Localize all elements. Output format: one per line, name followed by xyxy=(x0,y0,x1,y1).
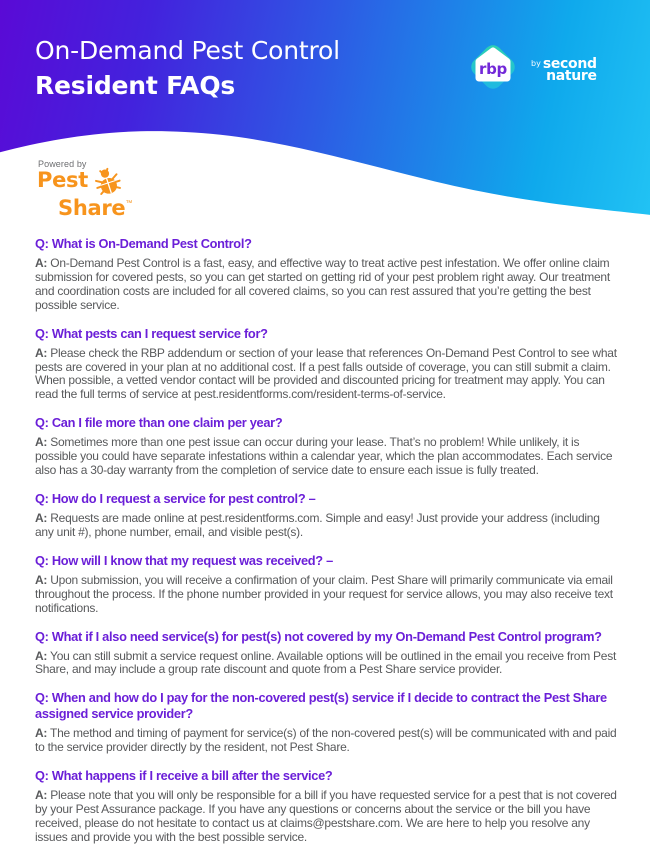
header-titles xyxy=(35,36,340,100)
rbp-wordmark: rbp xyxy=(479,60,507,78)
second-nature-wordmark xyxy=(531,58,597,82)
second-nature-line2: nature xyxy=(546,68,597,84)
faq-question: Q: Can I file more than one claim per year? xyxy=(35,415,283,431)
faq-question: Q: What pests can I request service for? xyxy=(35,325,268,341)
faq-answer: A: You can still submit a service request online. Available options will be outlined in the email you receive from Pest Share, and may include a group rate discount and quote from a Pest Share service provider. xyxy=(35,648,617,677)
faq-answer: A: Sometimes more than one pest issue can occur during your lease. That’s no problem! While unlikely, it is possible you could have separate infestations within a calendar year, which the plan accommodates. Each service also has a 30-day warranty from the completion of service date to ensure each issue is fully treated. xyxy=(35,435,613,478)
rbp-house-icon xyxy=(464,38,522,96)
pest-share-logo xyxy=(37,159,132,218)
share-wordmark: Share xyxy=(58,196,126,220)
faq-answer: A: The method and timing of payment for service(s) of the non-covered pest(s) will be communicated with and paid to the service provider directly by the resident, not Pest Share. xyxy=(35,726,617,755)
powered-by-label: Powered by xyxy=(38,159,87,169)
faq-answer: A: On-Demand Pest Control is a fast, easy, and effective way to treat active pest infestation. We offer online claim submission for covered pests, so you can get started on getting rid of your pest problem right away. Our treatment and coordination costs are included for all covered claims, so you can rest assured that you’re getting the best possible service. xyxy=(35,256,610,312)
faq-item xyxy=(35,326,617,403)
header-banner xyxy=(0,0,650,230)
faq-list xyxy=(0,230,650,845)
trademark-symbol: ™ xyxy=(125,200,133,207)
faq-answer: A: Upon submission, you will receive a confirmation of your claim. Pest Share will primarily communicate via email throughout the process. If the phone number provided in your request for service allows, you may also receive text notifications. xyxy=(35,572,613,615)
faq-question: Q: How do I request a service for pest control? – xyxy=(35,490,316,506)
page-subtitle: Resident FAQs xyxy=(35,71,236,100)
rbp-second-nature-logo xyxy=(464,38,597,96)
faq-answer: A: Requests are made online at pest.residentforms.com. Simple and easy! Just provide your address (including any unit #), phone number, email, and visible pest(s). xyxy=(35,510,600,539)
faq-item xyxy=(35,491,617,540)
faq-question: Q: How will I know that my request was received? – xyxy=(35,552,333,568)
faq-item xyxy=(35,415,617,478)
faq-item xyxy=(35,629,617,678)
faq-question: Q: What is On-Demand Pest Control? xyxy=(35,236,252,251)
beetle-icon xyxy=(93,165,123,199)
faq-item xyxy=(35,768,617,845)
faq-item xyxy=(35,553,617,616)
by-label: by xyxy=(531,59,541,68)
faq-answer: A: Please check the RBP addendum or section of your lease that references On-Demand Pest Control to see what pests are covered in your plan at no additional cost. If a pest falls outside of coverage, you can still submit a claim. When possible, a vetted vendor contact will be provided and discounted pricing for treatment may apply. You can read the full terms of service at pest.residentforms.com/resident-terms-of-service. xyxy=(35,345,617,402)
faq-item xyxy=(35,236,617,313)
faq-question: Q: What if I also need service(s) for pest(s) not covered by my On-Demand Pest Control program? xyxy=(35,628,602,644)
page-title: On-Demand Pest Control xyxy=(35,36,340,65)
pest-wordmark: Pest xyxy=(37,168,88,192)
faq-item xyxy=(35,690,617,755)
faq-question: Q: What happens if I receive a bill after the service? xyxy=(35,768,333,784)
faq-answer: A: Please note that you will only be responsible for a bill if you have requested service for a pest that is not covered by your Pest Assurance package. If you have any questions or concerns about the service or the bill you have received, please do not hesitate to contact us at claims@pestshare.com. We are here to help you resolve any issues and provide you with the best possible service. xyxy=(35,788,617,844)
second-nature-line1: second xyxy=(542,56,597,72)
faq-question: Q: When and how do I pay for the non-covered pest(s) service if I decide to contract the Pest Share assigned service provider? xyxy=(35,690,607,722)
